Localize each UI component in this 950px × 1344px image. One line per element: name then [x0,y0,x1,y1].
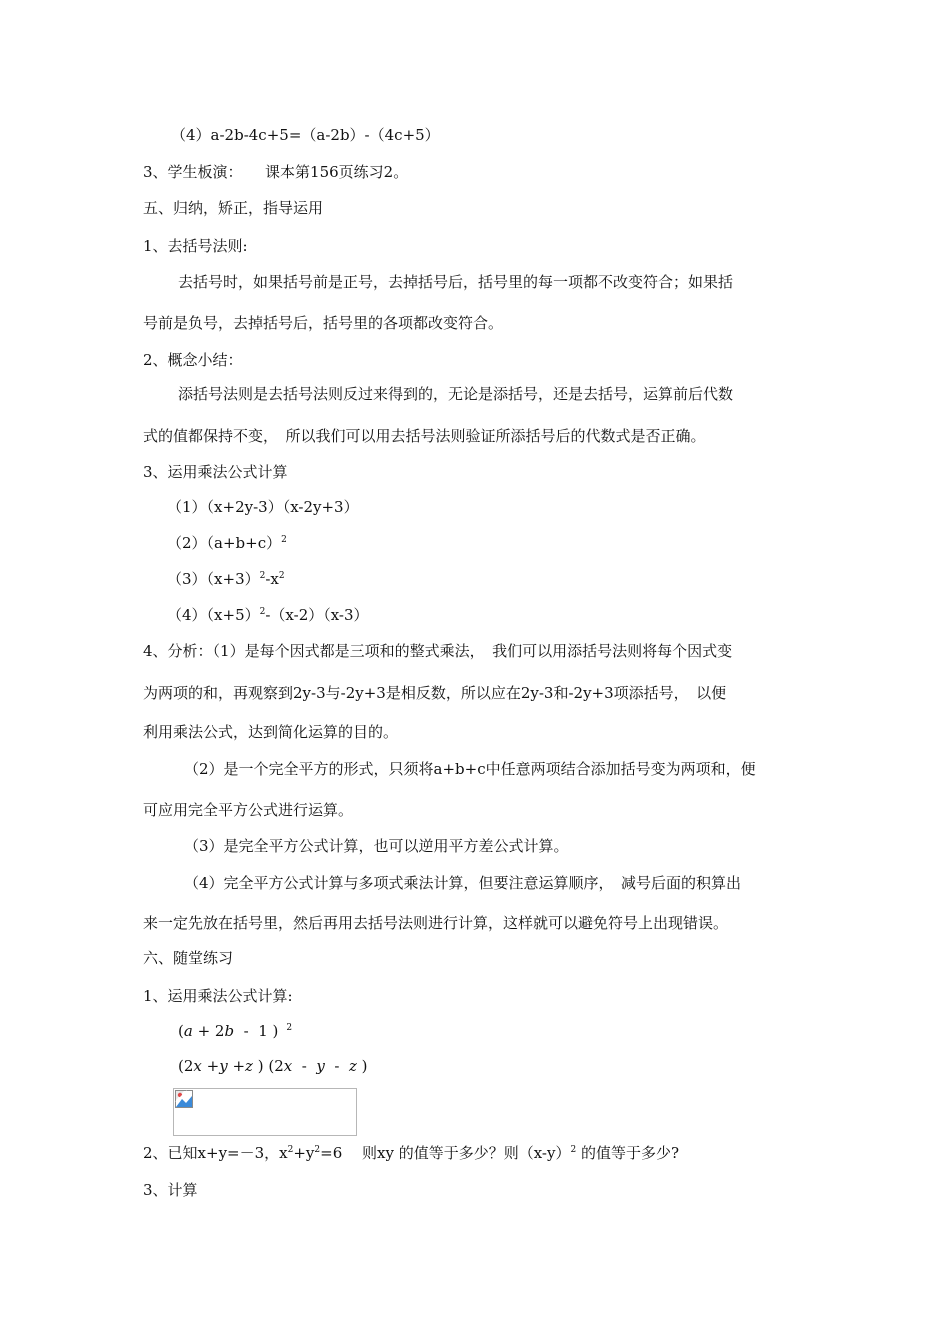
concept-summary-line-1: 添括号法则是去括号法则反过来得到的，无论是添括号，还是去括号，运算前后代数 [178,385,734,403]
analysis-2-line-1: （2）是一个完全平方的形式，只须将a+b+c中任意两项结合添加括号变为两项和，便 [184,760,756,778]
section-5-heading: 五、归纳，矫正，指导运用 [143,199,324,217]
analysis-line-3: 利用乘法公式，达到简化运算的目的。 [143,723,399,741]
broken-image-icon [175,1090,193,1108]
practice-1-expr-2: (2x +y +z ) (2x - y - z ) [178,1057,368,1075]
analysis-2-line-2: 可应用完全平方公式进行运算。 [143,801,354,819]
rule-1-heading: 1、去括号法则: [143,237,248,255]
rule-1-text-line-1: 去括号时，如果括号前是正号，去掉括号后，括号里的每一项都不改变符合；如果括 [178,273,734,291]
analysis-4-line-2: 来一定先放在括号里，然后再用去括号法则进行计算，这样就可以避免符号上出现错误。 [143,914,729,932]
concept-summary-heading: 2、概念小结： [143,351,243,369]
practice-1-expr-1: (a + 2b - 1 ) $^2$ [178,1022,293,1040]
problem-4: $(4)(x+5)^2-(x-2)(x-3)$ [167,606,369,624]
problem-3: $(3)(x+3)^2-x^2$ [167,570,285,588]
practice-2-question: 2、已知x+y=－3，$x^2+y^2=6$ 则xy 的值等于多少？则$(x-y)^2$ 的值等于多少? [143,1144,680,1162]
analysis-4-line-1: （4）完全平方公式计算与多项式乘法计算，但要注意运算顺序， 减号后面的积算出 [184,874,742,892]
step-3-student-board: 3、学生板演： 课本第156页练习2。 [143,163,409,181]
problem-1: （1）（x+2y-3）（x-2y+3） [167,498,359,516]
analysis-line-1: 4、分析：（1）是每个因式都是三项和的整式乘法， 我们可以用添括号法则将每个因式变 [143,642,733,660]
analysis-line-2: 为两项的和，再观察到2y-3与-2y+3是相反数，所以应在2y-3和-2y+3项添括号， 以便 [143,684,727,702]
rule-1-text-line-2: 号前是负号，去掉括号后，括号里的各项都改变符合。 [143,314,504,332]
problem-2: $(2)(a+b+c)^2$ [167,534,287,552]
example-4-equation: （4）a-2b-4c+5=（a-2b）-（4c+5） [171,126,440,144]
section-6-heading: 六、随堂练习 [143,949,234,967]
formula-calc-heading: 3、运用乘法公式计算 [143,463,288,481]
concept-summary-line-2: 式的值都保持不变， 所以我们可以用去括号法则验证所添括号后的代数式是否正确。 [143,427,706,445]
analysis-3: （3）是完全平方公式计算，也可以逆用平方差公式计算。 [184,837,569,855]
practice-1-heading: 1、运用乘法公式计算: [143,987,293,1005]
image-placeholder [173,1088,357,1136]
practice-3-heading: 3、计算 [143,1181,198,1199]
